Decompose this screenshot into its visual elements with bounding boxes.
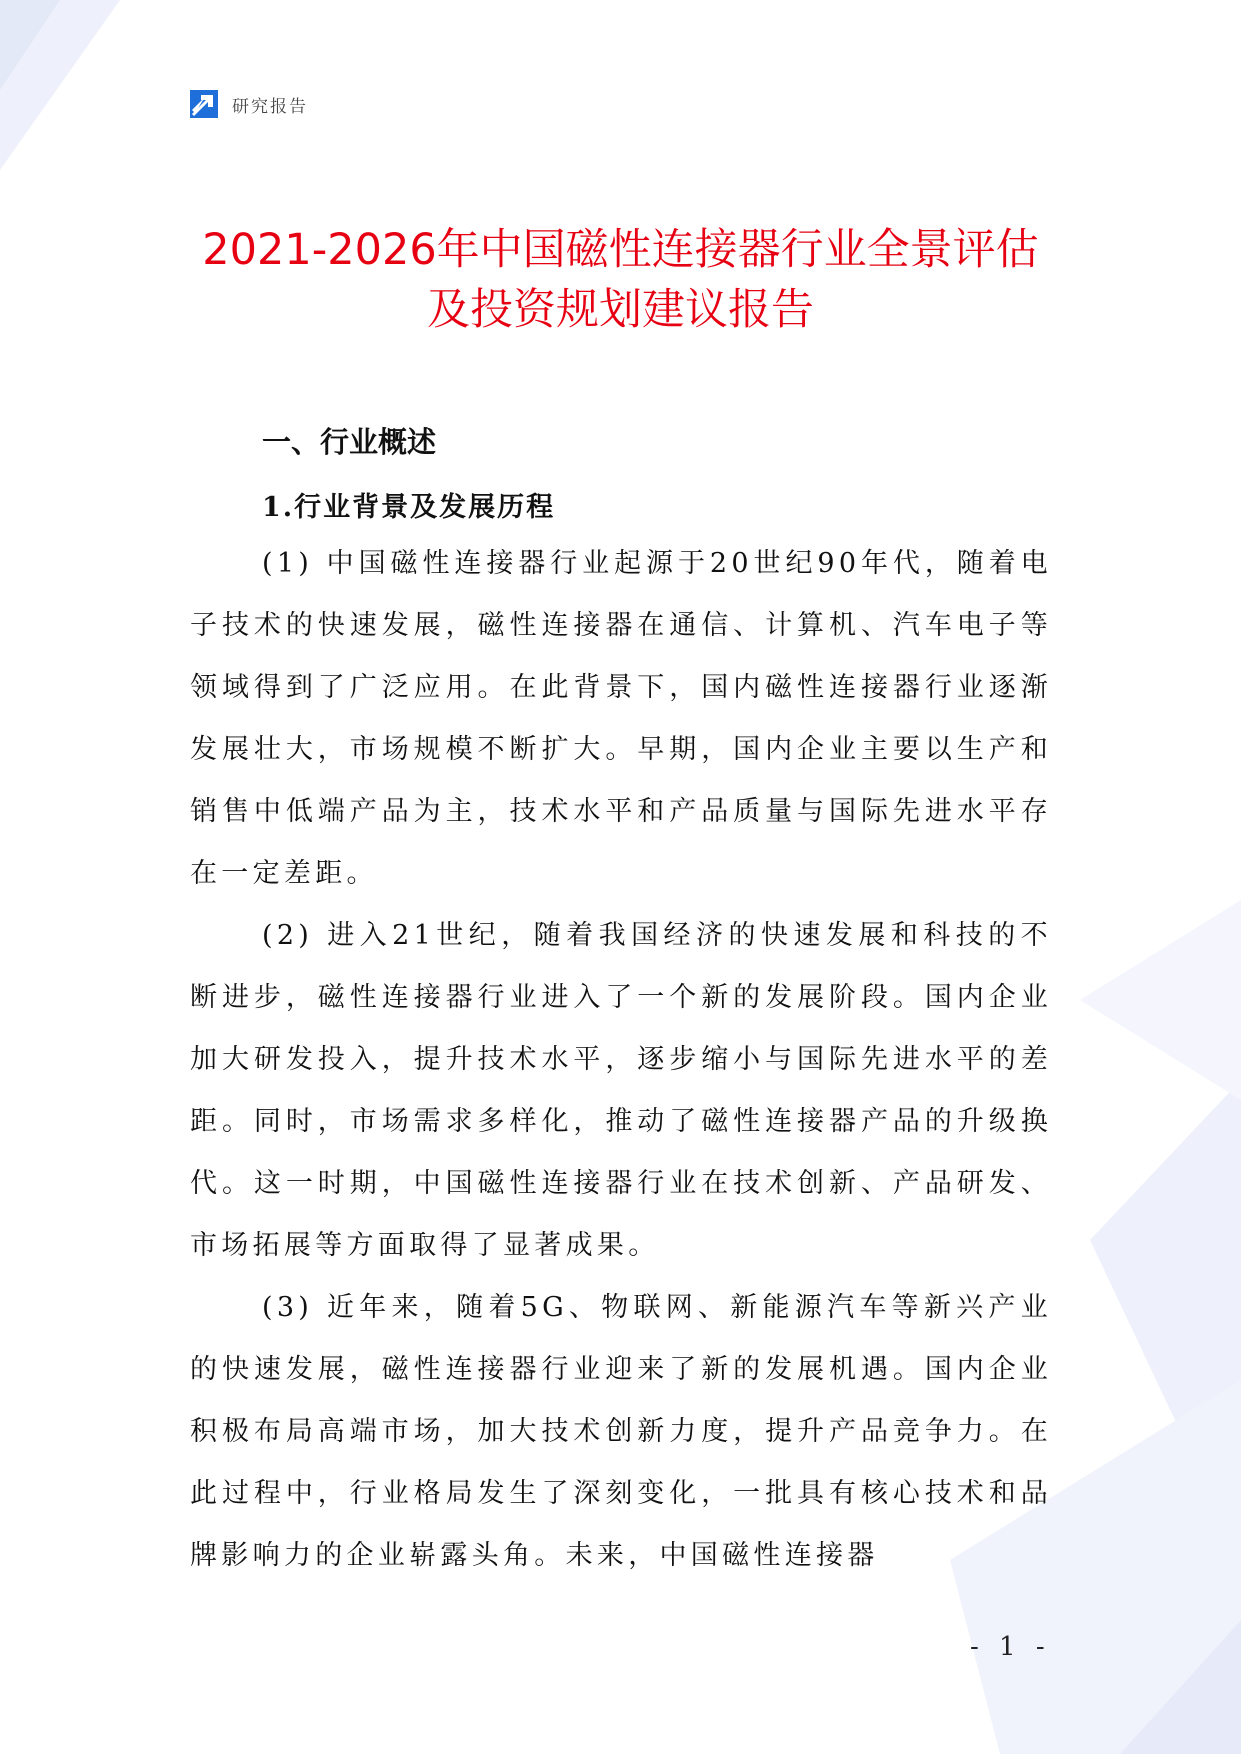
body-text bbox=[190, 533, 1052, 1587]
report-header bbox=[188, 88, 308, 120]
report-title bbox=[150, 220, 1091, 340]
paragraph-3: (3) 近年来，随着5G、物联网、新能源汽车等新兴产业的快速发展，磁性连接器行业迎来了新的发展机遇。国内企业积极布局高端市场，加大技术创新力度，提升产品竞争力。在此过程中，行业格局发生了深刻变化，一批具有核心技术和品牌影响力的企业崭露头角。未来，中国磁性连接器 bbox=[190, 1292, 1052, 1571]
page-number: - 1 - bbox=[970, 1632, 1051, 1662]
arrow-logo-icon bbox=[188, 88, 220, 120]
sub-heading: 1.行业背景及发展历程 bbox=[262, 492, 556, 523]
title-line-2: 及投资规划建议报告 bbox=[427, 285, 814, 335]
section-heading: 一、行业概述 bbox=[262, 425, 437, 459]
title-line-1: 2021-2026年中国磁性连接器行业全景评估 bbox=[202, 225, 1039, 275]
paragraph-2: (2) 进入21世纪，随着我国经济的快速发展和科技的不断进步，磁性连接器行业进入了一个新的发展阶段。国内企业加大研发投入，提升技术水平，逐步缩小与国际先进水平的差距。同时，市场需求多样化，推动了磁性连接器产品的升级换代。这一时期，中国磁性连接器行业在技术创新、产品研发、市场拓展等方面取得了显著成果。 bbox=[190, 920, 1052, 1261]
paragraph-1: (1) 中国磁性连接器行业起源于20世纪90年代，随着电子技术的快速发展，磁性连接器在通信、计算机、汽车电子等领域得到了广泛应用。在此背景下，国内磁性连接器行业逐渐发展壮大，市场规模不断扩大。早期，国内企业主要以生产和销售中低端产品为主，技术水平和产品质量与国际先进水平存在一定差距。 bbox=[190, 548, 1052, 889]
header-label: 研究报告 bbox=[232, 96, 308, 117]
